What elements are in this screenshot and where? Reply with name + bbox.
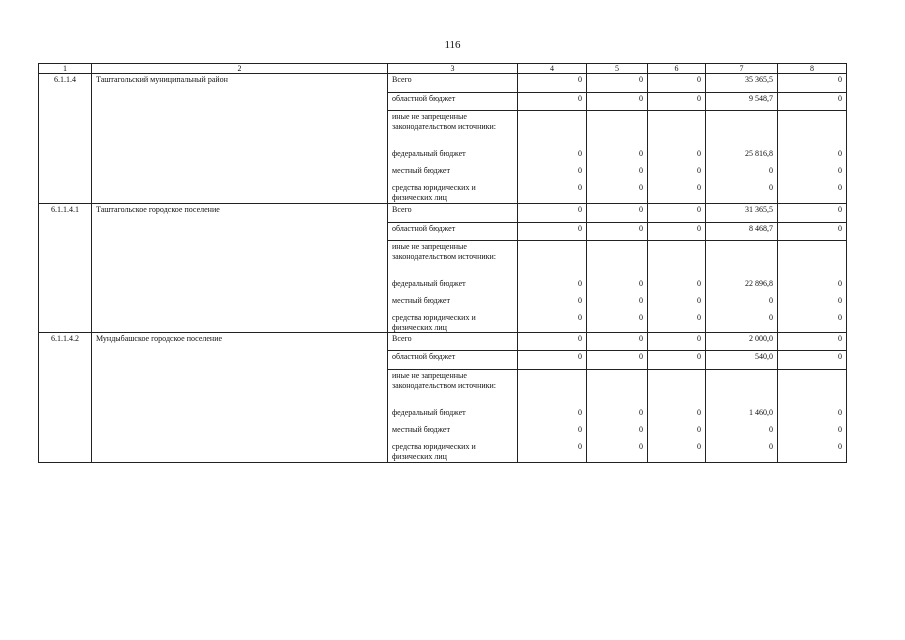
funding-source: средства юридических и физических лиц <box>392 183 476 202</box>
value-cell: 0 <box>778 204 847 223</box>
funding-source: федеральный бюджет <box>392 408 466 417</box>
value-cell: 0 <box>778 74 847 93</box>
value-cell: 0 <box>578 166 582 175</box>
value-cell: 8 468,7 <box>706 223 778 241</box>
table-row-total <box>39 333 847 351</box>
funding-source-heading: иные не запрещенные законодательством источники: <box>392 242 497 261</box>
funding-source: областной бюджет <box>388 93 518 111</box>
funding-source: федеральный бюджет <box>392 279 466 288</box>
value-cell: 0 <box>639 442 643 451</box>
column-number: 6 <box>648 64 706 74</box>
funding-source: областной бюджет <box>388 223 518 241</box>
value-cell: 0 <box>639 279 643 288</box>
value-cell: 0 <box>697 149 701 158</box>
column-number: 7 <box>706 64 778 74</box>
funding-source: местный бюджет <box>392 425 450 434</box>
value-cell: 0 <box>578 149 582 158</box>
value-cell: 0 <box>769 166 773 175</box>
value-column <box>778 241 847 333</box>
value-cell: 0 <box>587 351 648 370</box>
value-cell: 0 <box>518 93 587 111</box>
funding-source: федеральный бюджет <box>392 149 466 158</box>
value-cell: 0 <box>838 313 842 322</box>
value-column <box>587 370 648 463</box>
value-cell: 0 <box>587 93 648 111</box>
value-cell: 0 <box>518 351 587 370</box>
value-cell: 0 <box>769 296 773 305</box>
value-column <box>778 370 847 463</box>
funding-source-block <box>388 370 518 463</box>
funding-source-block <box>388 111 518 204</box>
value-column <box>648 241 706 333</box>
funding-source: средства юридических и физических лиц <box>392 442 476 461</box>
value-cell: 0 <box>518 74 587 93</box>
value-cell: 0 <box>697 425 701 434</box>
item-name: Таштагольский муниципальный район <box>92 74 388 204</box>
value-cell: 0 <box>838 296 842 305</box>
value-cell: 0 <box>769 183 773 192</box>
value-cell: 0 <box>778 333 847 351</box>
value-cell: 0 <box>518 223 587 241</box>
value-cell: 540,0 <box>706 351 778 370</box>
item-code: 6.1.1.4.2 <box>39 333 92 463</box>
value-column <box>518 111 587 204</box>
value-cell: 1 460,0 <box>749 408 773 417</box>
value-cell: 25 816,8 <box>745 149 773 158</box>
value-cell: 0 <box>838 149 842 158</box>
value-cell: 35 365,5 <box>706 74 778 93</box>
column-number: 1 <box>39 64 92 74</box>
value-cell: 0 <box>697 166 701 175</box>
value-cell: 0 <box>587 223 648 241</box>
value-cell: 31 365,5 <box>706 204 778 223</box>
value-cell: 0 <box>639 313 643 322</box>
value-cell: 0 <box>697 296 701 305</box>
value-cell: 0 <box>648 204 706 223</box>
funding-source-heading: иные не запрещенные законодательством источники: <box>392 371 497 390</box>
funding-source: Всего <box>388 333 518 351</box>
value-cell: 0 <box>578 279 582 288</box>
item-code: 6.1.1.4.1 <box>39 204 92 333</box>
column-number-row <box>39 64 847 74</box>
value-column <box>587 241 648 333</box>
value-cell: 0 <box>587 204 648 223</box>
column-number: 5 <box>587 64 648 74</box>
column-number: 8 <box>778 64 847 74</box>
value-cell: 0 <box>639 166 643 175</box>
value-cell: 0 <box>838 442 842 451</box>
funding-source: местный бюджет <box>392 166 450 175</box>
value-column <box>648 370 706 463</box>
value-cell: 0 <box>838 425 842 434</box>
value-cell: 0 <box>518 204 587 223</box>
value-column <box>778 111 847 204</box>
value-column <box>706 241 778 333</box>
table-row-total <box>39 204 847 223</box>
funding-source-heading: иные не запрещенные законодательством источники: <box>392 112 497 131</box>
value-cell: 0 <box>769 425 773 434</box>
value-cell: 9 548,7 <box>706 93 778 111</box>
value-cell: 0 <box>578 408 582 417</box>
item-code: 6.1.1.4 <box>39 74 92 204</box>
value-cell: 0 <box>697 313 701 322</box>
value-cell: 0 <box>648 93 706 111</box>
value-cell: 0 <box>697 408 701 417</box>
value-cell: 0 <box>769 313 773 322</box>
value-cell: 0 <box>778 351 847 370</box>
value-cell: 0 <box>648 351 706 370</box>
value-cell: 0 <box>639 183 643 192</box>
funding-source: средства юридических и физических лиц <box>392 313 476 332</box>
funding-source: местный бюджет <box>392 296 450 305</box>
item-name: Таштагольское городское поселение <box>92 204 388 333</box>
value-column <box>518 370 587 463</box>
value-cell: 22 896,8 <box>745 279 773 288</box>
table-row-total <box>39 74 847 93</box>
value-cell: 0 <box>778 93 847 111</box>
value-cell: 0 <box>639 425 643 434</box>
value-cell: 0 <box>587 74 648 93</box>
value-cell: 0 <box>587 333 648 351</box>
value-cell: 0 <box>838 279 842 288</box>
column-number: 4 <box>518 64 587 74</box>
funding-table <box>38 63 847 463</box>
value-cell: 0 <box>838 408 842 417</box>
value-cell: 0 <box>778 223 847 241</box>
funding-source: областной бюджет <box>388 351 518 370</box>
value-cell: 0 <box>697 442 701 451</box>
value-cell: 0 <box>648 74 706 93</box>
column-number: 2 <box>92 64 388 74</box>
value-cell: 0 <box>639 408 643 417</box>
funding-source: Всего <box>388 74 518 93</box>
value-column <box>518 241 587 333</box>
funding-source-block <box>388 241 518 333</box>
value-cell: 0 <box>578 296 582 305</box>
funding-source: Всего <box>388 204 518 223</box>
value-cell: 0 <box>697 183 701 192</box>
value-cell: 0 <box>578 183 582 192</box>
value-column <box>587 111 648 204</box>
page-number: 116 <box>444 39 461 51</box>
value-cell: 2 000,0 <box>706 333 778 351</box>
value-cell: 0 <box>639 149 643 158</box>
value-cell: 0 <box>578 442 582 451</box>
value-cell: 0 <box>769 442 773 451</box>
value-cell: 0 <box>648 223 706 241</box>
value-column <box>706 111 778 204</box>
value-cell: 0 <box>578 313 582 322</box>
value-column <box>706 370 778 463</box>
value-cell: 0 <box>518 333 587 351</box>
value-cell: 0 <box>639 296 643 305</box>
value-cell: 0 <box>838 183 842 192</box>
value-cell: 0 <box>838 166 842 175</box>
value-cell: 0 <box>648 333 706 351</box>
value-cell: 0 <box>697 279 701 288</box>
value-column <box>648 111 706 204</box>
value-cell: 0 <box>578 425 582 434</box>
column-number: 3 <box>388 64 518 74</box>
item-name: Мундыбашское городское поселение <box>92 333 388 463</box>
